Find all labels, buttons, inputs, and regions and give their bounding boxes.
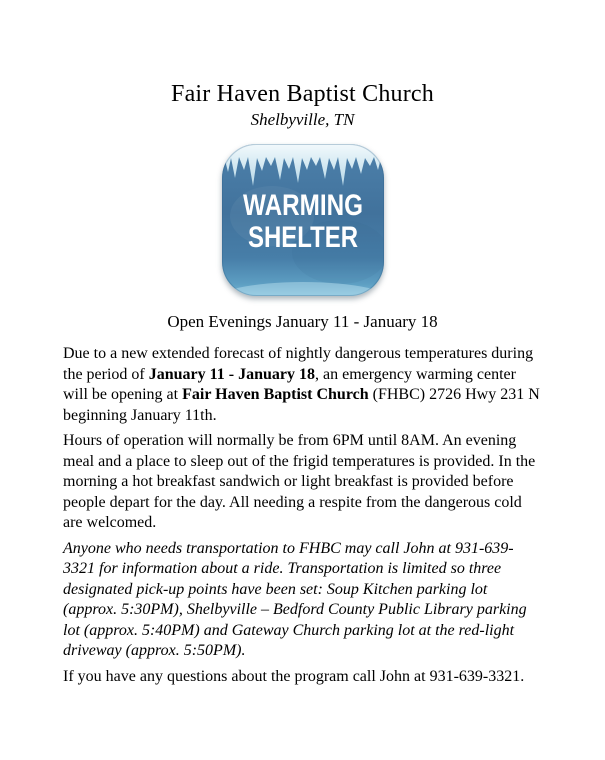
intro-segment: Due to a new extended forecast of nightly dangerous temperatures during the period of xyxy=(63,345,534,383)
icon-label-line2: SHELTER xyxy=(247,220,358,254)
warming-shelter-icon xyxy=(222,144,384,296)
intro-segment: (FHBC) 2726 Hwy 231 N beginning January 11th. xyxy=(63,386,540,424)
intro-dates-bold: January 11 - January 18 xyxy=(148,365,315,383)
paragraph-hours: Hours of operation will normally be from 6PM until 8AM. An evening meal and a place to sleep out of the frigid temperatures is provided. In the morning a hot breakfast sandwich or light breakfast is provided before people depart for the day. All needing a respite from the dangerous cold are welcomed. xyxy=(63,432,536,532)
paragraph-transportation: Anyone who needs transportation to FHBC may call John at 931-639-3321 for information about a ride. Transportation is limited so three designated pick-up points have been set: Soup Kitchen parking lot (approx. 5:30PM), Shelbyville – Bedford County Public Library parking lot (approx. 5:40PM) and Gateway Church parking lot at the red-light driveway (approx. 5:50PM). xyxy=(63,539,527,660)
intro-church-bold: Fair Haven Baptist Church xyxy=(182,386,369,404)
page-title: Fair Haven Baptist Church xyxy=(171,81,434,107)
page-subtitle: Shelbyville, TN xyxy=(250,109,355,129)
body-copy xyxy=(63,344,542,687)
open-evenings-line: Open Evenings January 11 - January 18 xyxy=(167,311,438,331)
warming-shelter-icon-row xyxy=(63,144,542,296)
paragraph-intro xyxy=(63,344,541,426)
icon-label-line1: WARMING xyxy=(242,188,363,222)
paragraph-questions: If you have any questions about the program call John at 931-639-3321. xyxy=(63,667,525,685)
intro-segment: , an emergency warming center will be opening at xyxy=(63,365,516,404)
